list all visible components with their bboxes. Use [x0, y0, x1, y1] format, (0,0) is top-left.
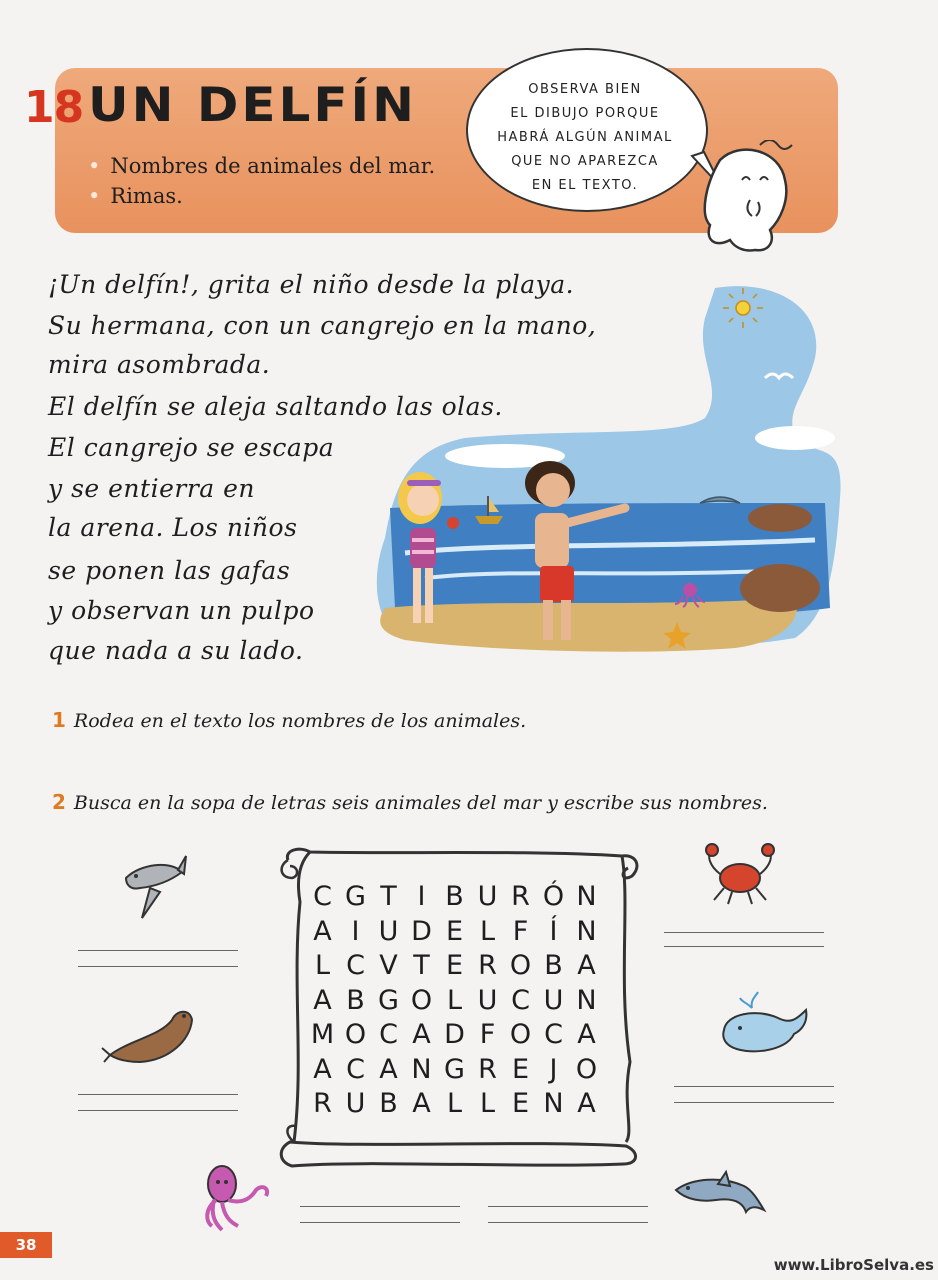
grid-letter[interactable]: N [576, 881, 597, 912]
story-line: El delfín se aleja saltando las olas. [48, 392, 503, 421]
grid-letter[interactable]: A [313, 984, 332, 1016]
answer-line[interactable] [488, 1206, 648, 1207]
grid-letter[interactable]: J [549, 1053, 558, 1085]
grid-letter[interactable]: G [345, 881, 366, 912]
grid-letter[interactable]: O [575, 1053, 598, 1085]
grid-letter[interactable]: O [509, 1019, 532, 1050]
grid-letter[interactable]: A [412, 1088, 431, 1119]
grid-letter[interactable]: U [345, 1088, 366, 1119]
grid-letter[interactable]: U [477, 881, 498, 912]
answer-line[interactable] [78, 1110, 238, 1111]
grid-letter[interactable]: N [543, 1088, 564, 1119]
whale-icon [716, 990, 816, 1070]
grid-letter[interactable]: L [314, 950, 331, 981]
story-line: Su hermana, con un cangrejo en la mano, [48, 311, 597, 340]
grid-letter[interactable]: C [313, 881, 332, 912]
dolphin-icon [672, 1166, 772, 1236]
speech-bubble-text: OBSERVA BIEN EL DIBUJO PORQUE HABRÁ ALGÚN ANIMAL QUE NO APAREZCA EN EL TEXTO. [497, 82, 673, 193]
crab-icon [700, 838, 780, 908]
grid-letter[interactable]: A [379, 1053, 398, 1085]
exercise-1-instruction: 1 Rodea en el texto los nombres de los animales. [52, 708, 527, 732]
grid-letter[interactable]: I [351, 915, 360, 947]
grid-letter[interactable]: I [417, 881, 426, 912]
grid-letter[interactable]: C [346, 950, 365, 981]
grid-letter[interactable]: T [380, 881, 397, 912]
page-number: 38 [0, 1232, 52, 1258]
grid-letter[interactable]: B [445, 881, 464, 912]
answer-line[interactable] [674, 1086, 834, 1087]
grid-letter[interactable]: R [511, 881, 530, 912]
grid-letter[interactable]: U [543, 984, 564, 1016]
grid-letter[interactable]: L [446, 1088, 463, 1119]
word-search-grid [306, 880, 606, 1122]
story-line: ¡Un delfín!, grita el niño desde la playa. [48, 270, 575, 299]
grid-letter[interactable]: O [410, 984, 433, 1016]
story-line: y observan un pulpo [48, 596, 315, 625]
mascot-icon [690, 140, 810, 260]
objective-item: • Nombres de animales del mar. [88, 154, 436, 178]
grid-letter[interactable]: C [346, 1053, 365, 1085]
grid-letter[interactable]: A [313, 1053, 332, 1085]
story-line: El cangrejo se escapa [48, 433, 335, 462]
seal-icon [100, 1000, 200, 1070]
grid-letter[interactable]: M [310, 1019, 335, 1050]
exercise-2-instruction: 2 Busca en la sopa de letras seis animales del mar y escribe sus nombres. [52, 790, 768, 814]
answer-line[interactable] [674, 1102, 834, 1103]
lesson-title: UN DELFÍN [88, 77, 417, 133]
grid-letter[interactable]: U [378, 915, 399, 947]
beach-scene-illustration [375, 278, 845, 668]
story-line: que nada a su lado. [48, 636, 304, 665]
grid-letter[interactable]: B [379, 1088, 398, 1119]
grid-letter[interactable]: A [577, 1019, 596, 1050]
octopus-icon [200, 1160, 280, 1240]
answer-line[interactable] [488, 1222, 648, 1223]
grid-letter[interactable]: G [378, 984, 399, 1016]
grid-letter[interactable]: T [413, 950, 430, 981]
sun-icon [723, 288, 763, 328]
answer-line[interactable] [78, 950, 238, 951]
grid-letter[interactable]: E [445, 950, 464, 981]
grid-letter[interactable]: F [479, 1019, 496, 1050]
grid-letter[interactable]: C [544, 1019, 563, 1050]
story-line: y se entierra en [48, 474, 256, 503]
grid-letter[interactable]: E [511, 1088, 530, 1119]
grid-letter[interactable]: D [444, 1019, 465, 1050]
objective-item: • Rimas. [88, 184, 183, 208]
grid-letter[interactable]: B [346, 984, 365, 1016]
grid-letter[interactable]: R [478, 950, 497, 981]
grid-letter[interactable]: L [479, 915, 496, 947]
grid-letter[interactable]: V [379, 950, 398, 981]
grid-letter[interactable]: R [313, 1088, 332, 1119]
story-line: mira asombrada. [48, 350, 271, 379]
grid-letter[interactable]: Ó [542, 881, 565, 912]
answer-line[interactable] [300, 1222, 460, 1223]
grid-letter[interactable]: L [479, 1088, 496, 1119]
story-line: la arena. Los niños [48, 513, 298, 542]
grid-letter[interactable]: R [478, 1053, 497, 1085]
grid-letter[interactable]: C [511, 984, 530, 1016]
grid-letter[interactable]: A [313, 915, 332, 947]
answer-line[interactable] [664, 932, 824, 933]
grid-letter[interactable]: N [576, 984, 597, 1016]
grid-letter[interactable]: B [544, 950, 563, 981]
grid-letter[interactable]: O [509, 950, 532, 981]
answer-line[interactable] [664, 946, 824, 947]
grid-letter[interactable]: Í [549, 915, 558, 947]
grid-letter[interactable]: L [446, 984, 463, 1016]
grid-letter[interactable]: D [411, 915, 432, 947]
grid-letter[interactable]: N [411, 1053, 432, 1085]
grid-letter[interactable]: N [576, 915, 597, 947]
grid-letter[interactable]: A [412, 1019, 431, 1050]
answer-line[interactable] [78, 1094, 238, 1095]
grid-letter[interactable]: F [512, 915, 529, 947]
grid-letter[interactable]: E [445, 915, 464, 947]
shark-icon [120, 848, 190, 928]
website-watermark: www.LibroSelva.es [773, 1256, 934, 1274]
lesson-number: 18 [24, 82, 84, 133]
answer-line[interactable] [300, 1206, 460, 1207]
grid-letter[interactable]: U [477, 984, 498, 1016]
story-line: se ponen las gafas [48, 556, 291, 585]
grid-letter[interactable]: G [444, 1053, 465, 1085]
answer-line[interactable] [78, 966, 238, 967]
grid-letter[interactable]: O [344, 1019, 367, 1050]
grid-letter[interactable]: A [577, 950, 596, 981]
grid-letter[interactable]: E [511, 1053, 530, 1085]
grid-letter[interactable]: A [577, 1088, 596, 1119]
grid-letter[interactable]: C [379, 1019, 398, 1050]
